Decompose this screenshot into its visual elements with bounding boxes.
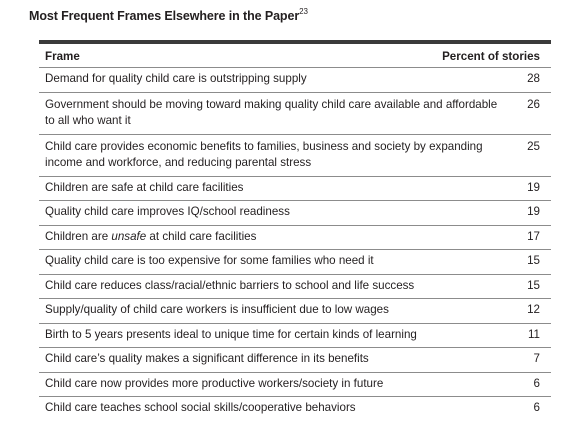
frame-cell: Child care now provides more productive workers/society in future <box>45 376 384 390</box>
frames-table <box>39 44 551 421</box>
percent-cell: 6 <box>533 376 540 390</box>
frame-text-emphasis: unsafe <box>111 229 147 243</box>
table-row <box>39 373 551 398</box>
percent-cell: 11 <box>527 327 540 341</box>
frame-cell <box>39 226 500 245</box>
frame-cell: Birth to 5 years presents ideal to unique time for certain kinds of learning <box>45 327 417 341</box>
table-row <box>39 348 551 373</box>
table-row <box>39 324 551 349</box>
percent-cell: 15 <box>527 278 540 292</box>
percent-cell: 26 <box>527 97 540 111</box>
frame-cell: Children are safe at child care facilities <box>45 180 244 194</box>
column-header-percent: Percent of stories <box>442 50 540 63</box>
table-row <box>39 177 551 202</box>
title-text: Most Frequent Frames Elsewhere in the Paper <box>29 9 300 24</box>
column-header-frame: Frame <box>45 50 80 63</box>
percent-cell: 7 <box>533 352 540 365</box>
footnote-marker: 23 <box>299 7 308 16</box>
table-row <box>39 68 551 93</box>
table-row <box>39 135 551 177</box>
frame-cell: Child care provides economic benefits to families, business and society by expanding income and workforce, and reducing parental stress <box>45 139 483 169</box>
percent-cell: 17 <box>527 229 540 243</box>
percent-cell: 6 <box>533 401 540 414</box>
percent-cell: 19 <box>527 205 540 218</box>
table-row <box>39 299 551 324</box>
frame-cell: Child care’s quality makes a significant difference in its benefits <box>45 352 369 365</box>
frame-cell: Quality child care improves IQ/school readiness <box>45 205 290 218</box>
frame-cell: Demand for quality child care is outstripping supply <box>45 72 307 85</box>
table-row <box>39 93 551 135</box>
percent-cell: 25 <box>527 139 540 153</box>
percent-cell: 28 <box>527 72 540 85</box>
table-row <box>39 250 551 275</box>
table-row <box>39 201 551 226</box>
frame-cell: Child care reduces class/racial/ethnic barriers to school and life success <box>45 278 415 292</box>
percent-cell: 19 <box>527 180 540 194</box>
table-title <box>29 8 308 23</box>
frame-cell: Quality child care is too expensive for some families who need it <box>45 254 374 267</box>
percent-cell: 12 <box>527 303 540 316</box>
table-row <box>39 275 551 300</box>
percent-cell: 15 <box>527 254 540 267</box>
frame-text-post: at child care facilities <box>146 229 257 243</box>
frame-cell: Child care teaches school social skills/cooperative behaviors <box>45 401 356 414</box>
frame-cell: Government should be moving toward making quality child care available and affordable to all who want it <box>45 97 498 127</box>
table-row <box>39 226 551 251</box>
table-header <box>39 44 551 68</box>
frame-cell: Supply/quality of child care workers is insufficient due to low wages <box>45 303 389 316</box>
table-row <box>39 397 551 421</box>
frame-text-pre: Children are <box>45 229 112 243</box>
